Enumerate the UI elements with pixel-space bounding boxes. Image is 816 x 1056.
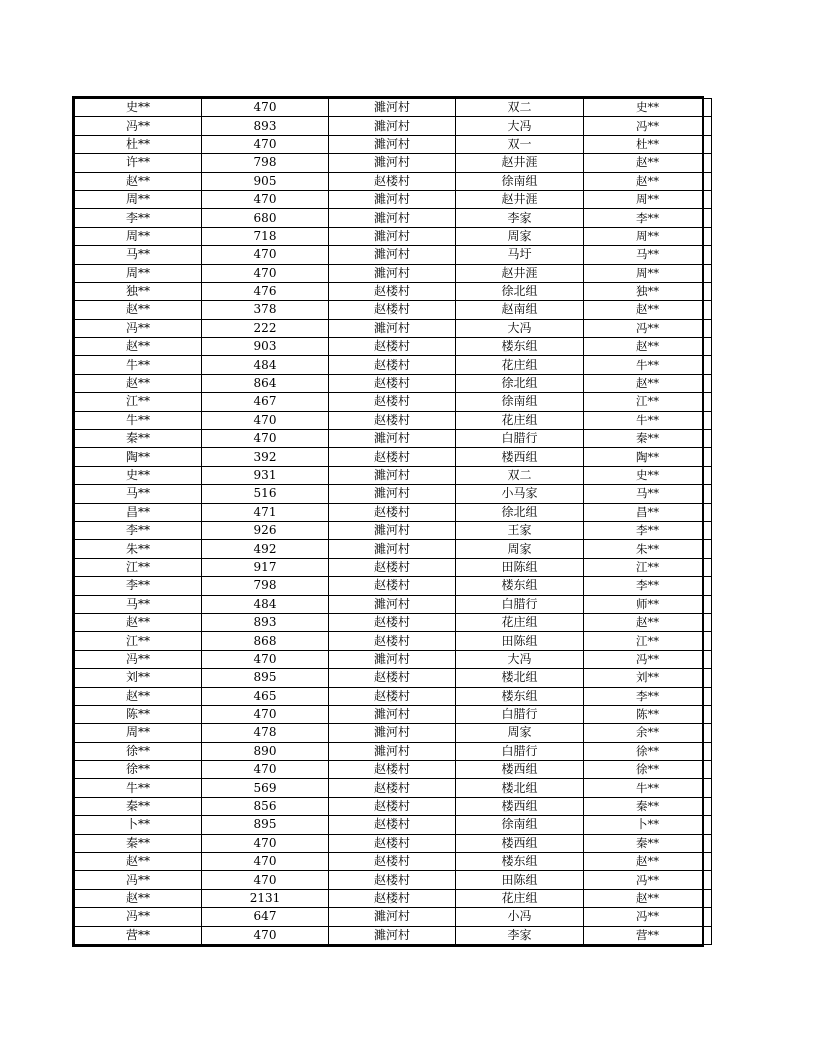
amount-cell: 856 (202, 797, 329, 815)
name-cell: 赵** (75, 853, 202, 871)
name-cell: 杜** (75, 135, 202, 153)
name-cell: 冯** (75, 908, 202, 926)
village-cell: 濉河村 (329, 227, 456, 245)
village-cell: 濉河村 (329, 724, 456, 742)
village-cell: 赵楼村 (329, 503, 456, 521)
group-cell: 徐北组 (456, 374, 584, 392)
table-row (75, 246, 712, 264)
table-row (75, 540, 712, 558)
table-row (75, 99, 712, 117)
name-cell: 周** (75, 227, 202, 245)
table-row (75, 595, 712, 613)
payee-cell: 秦** (584, 797, 712, 815)
table-row (75, 558, 712, 576)
payee-cell: 赵** (584, 154, 712, 172)
payee-cell: 徐** (584, 742, 712, 760)
amount-cell: 516 (202, 485, 329, 503)
group-cell: 周家 (456, 227, 584, 245)
table-row (75, 705, 712, 723)
village-cell: 赵楼村 (329, 632, 456, 650)
village-cell: 濉河村 (329, 485, 456, 503)
payee-cell: 周** (584, 227, 712, 245)
table-row (75, 190, 712, 208)
village-cell: 赵楼村 (329, 411, 456, 429)
village-cell: 赵楼村 (329, 816, 456, 834)
group-cell: 大冯 (456, 117, 584, 135)
village-cell: 赵楼村 (329, 853, 456, 871)
amount-cell: 470 (202, 926, 329, 944)
group-cell: 楼西组 (456, 448, 584, 466)
village-cell: 濉河村 (329, 190, 456, 208)
group-cell: 大冯 (456, 650, 584, 668)
payee-cell: 李** (584, 521, 712, 539)
group-cell: 楼北组 (456, 779, 584, 797)
table-row (75, 687, 712, 705)
name-cell: 赵** (75, 172, 202, 190)
payee-cell: 杜** (584, 135, 712, 153)
group-cell: 楼东组 (456, 338, 584, 356)
payee-cell: 赵** (584, 374, 712, 392)
group-cell: 楼西组 (456, 797, 584, 815)
table-row (75, 485, 712, 503)
amount-cell: 864 (202, 374, 329, 392)
group-cell: 楼西组 (456, 834, 584, 852)
village-cell: 赵楼村 (329, 374, 456, 392)
village-cell: 赵楼村 (329, 797, 456, 815)
group-cell: 白腊行 (456, 430, 584, 448)
payee-cell: 赵** (584, 172, 712, 190)
table-row (75, 871, 712, 889)
name-cell: 江** (75, 632, 202, 650)
table-row (75, 797, 712, 815)
table-row (75, 466, 712, 484)
payee-cell: 牛** (584, 411, 712, 429)
group-cell: 楼西组 (456, 761, 584, 779)
village-cell: 濉河村 (329, 99, 456, 117)
payee-cell: 朱** (584, 540, 712, 558)
table-body (75, 99, 712, 945)
amount-cell: 2131 (202, 889, 329, 907)
name-cell: 陈** (75, 705, 202, 723)
name-cell: 周** (75, 264, 202, 282)
payee-cell: 江** (584, 558, 712, 576)
name-cell: 江** (75, 393, 202, 411)
group-cell: 楼北组 (456, 669, 584, 687)
payee-cell: 赵** (584, 301, 712, 319)
group-cell: 徐南组 (456, 816, 584, 834)
amount-cell: 893 (202, 117, 329, 135)
group-cell: 花庄组 (456, 356, 584, 374)
table-row (75, 761, 712, 779)
group-cell: 小马家 (456, 485, 584, 503)
village-cell: 濉河村 (329, 264, 456, 282)
village-cell: 濉河村 (329, 319, 456, 337)
group-cell: 双一 (456, 135, 584, 153)
table-row (75, 338, 712, 356)
village-cell: 赵楼村 (329, 448, 456, 466)
amount-cell: 903 (202, 338, 329, 356)
village-cell: 濉河村 (329, 135, 456, 153)
group-cell: 赵井涯 (456, 264, 584, 282)
table-row (75, 135, 712, 153)
village-cell: 濉河村 (329, 246, 456, 264)
amount-cell: 470 (202, 650, 329, 668)
group-cell: 白腊行 (456, 595, 584, 613)
payee-cell: 卜** (584, 816, 712, 834)
group-cell: 赵南组 (456, 301, 584, 319)
name-cell: 陶** (75, 448, 202, 466)
payee-cell: 冯** (584, 117, 712, 135)
amount-cell: 222 (202, 319, 329, 337)
name-cell: 冯** (75, 319, 202, 337)
payee-cell: 陈** (584, 705, 712, 723)
amount-cell: 470 (202, 264, 329, 282)
table-row (75, 834, 712, 852)
amount-cell: 470 (202, 411, 329, 429)
table-row (75, 613, 712, 631)
payee-cell: 刘** (584, 669, 712, 687)
group-cell: 赵井涯 (456, 190, 584, 208)
name-cell: 赵** (75, 687, 202, 705)
village-cell: 濉河村 (329, 908, 456, 926)
name-cell: 牛** (75, 356, 202, 374)
payee-cell: 徐** (584, 761, 712, 779)
payee-cell: 营** (584, 926, 712, 944)
amount-cell: 392 (202, 448, 329, 466)
village-cell: 赵楼村 (329, 393, 456, 411)
table-row (75, 356, 712, 374)
table-row (75, 853, 712, 871)
name-cell: 赵** (75, 889, 202, 907)
village-cell: 濉河村 (329, 209, 456, 227)
payee-cell: 牛** (584, 779, 712, 797)
table-row (75, 650, 712, 668)
group-cell: 田陈组 (456, 871, 584, 889)
amount-cell: 478 (202, 724, 329, 742)
payee-cell: 陶** (584, 448, 712, 466)
amount-cell: 470 (202, 135, 329, 153)
group-cell: 周家 (456, 724, 584, 742)
village-cell: 赵楼村 (329, 577, 456, 595)
amount-cell: 680 (202, 209, 329, 227)
name-cell: 赵** (75, 374, 202, 392)
name-cell: 冯** (75, 871, 202, 889)
amount-cell: 905 (202, 172, 329, 190)
table-row (75, 577, 712, 595)
amount-cell: 470 (202, 853, 329, 871)
village-cell: 赵楼村 (329, 301, 456, 319)
table-row (75, 742, 712, 760)
payee-cell: 史** (584, 466, 712, 484)
name-cell: 牛** (75, 779, 202, 797)
amount-cell: 470 (202, 99, 329, 117)
table-row (75, 908, 712, 926)
amount-cell: 798 (202, 577, 329, 595)
group-cell: 楼东组 (456, 577, 584, 595)
amount-cell: 895 (202, 816, 329, 834)
group-cell: 李家 (456, 209, 584, 227)
amount-cell: 470 (202, 834, 329, 852)
table-row (75, 154, 712, 172)
table-row (75, 779, 712, 797)
amount-cell: 470 (202, 430, 329, 448)
payee-cell: 赵** (584, 613, 712, 631)
payee-cell: 秦** (584, 430, 712, 448)
payee-cell: 史** (584, 99, 712, 117)
group-cell: 李家 (456, 926, 584, 944)
group-cell: 徐南组 (456, 172, 584, 190)
village-cell: 赵楼村 (329, 834, 456, 852)
payee-cell: 冯** (584, 908, 712, 926)
table-row (75, 521, 712, 539)
village-cell: 濉河村 (329, 466, 456, 484)
name-cell: 史** (75, 99, 202, 117)
amount-cell: 868 (202, 632, 329, 650)
payee-cell: 周** (584, 264, 712, 282)
group-cell: 赵井涯 (456, 154, 584, 172)
payee-cell: 李** (584, 687, 712, 705)
amount-cell: 917 (202, 558, 329, 576)
payee-cell: 余** (584, 724, 712, 742)
table-row (75, 319, 712, 337)
group-cell: 大冯 (456, 319, 584, 337)
payee-cell: 冯** (584, 871, 712, 889)
village-cell: 赵楼村 (329, 761, 456, 779)
group-cell: 双二 (456, 466, 584, 484)
table-row (75, 393, 712, 411)
group-cell: 花庄组 (456, 889, 584, 907)
table-row (75, 264, 712, 282)
amount-cell: 484 (202, 595, 329, 613)
village-cell: 赵楼村 (329, 356, 456, 374)
table-row (75, 816, 712, 834)
group-cell: 白腊行 (456, 705, 584, 723)
amount-cell: 476 (202, 282, 329, 300)
table-row (75, 172, 712, 190)
village-cell: 濉河村 (329, 705, 456, 723)
table-row (75, 926, 712, 944)
village-cell: 赵楼村 (329, 282, 456, 300)
amount-cell: 569 (202, 779, 329, 797)
payee-cell: 冯** (584, 650, 712, 668)
payee-cell: 赵** (584, 889, 712, 907)
name-cell: 江** (75, 558, 202, 576)
payee-cell: 独** (584, 282, 712, 300)
group-cell: 田陈组 (456, 632, 584, 650)
amount-cell: 798 (202, 154, 329, 172)
table-row (75, 209, 712, 227)
amount-cell: 470 (202, 871, 329, 889)
group-cell: 周家 (456, 540, 584, 558)
group-cell: 徐北组 (456, 282, 584, 300)
amount-cell: 931 (202, 466, 329, 484)
name-cell: 刘** (75, 669, 202, 687)
group-cell: 田陈组 (456, 558, 584, 576)
village-cell: 赵楼村 (329, 338, 456, 356)
name-cell: 周** (75, 724, 202, 742)
name-cell: 赵** (75, 338, 202, 356)
village-cell: 濉河村 (329, 926, 456, 944)
name-cell: 冯** (75, 117, 202, 135)
name-cell: 马** (75, 485, 202, 503)
table-frame (72, 96, 704, 947)
village-cell: 赵楼村 (329, 669, 456, 687)
amount-cell: 647 (202, 908, 329, 926)
payee-cell: 昌** (584, 503, 712, 521)
group-cell: 楼东组 (456, 687, 584, 705)
name-cell: 周** (75, 190, 202, 208)
table-row (75, 117, 712, 135)
amount-cell: 471 (202, 503, 329, 521)
amount-cell: 484 (202, 356, 329, 374)
amount-cell: 926 (202, 521, 329, 539)
name-cell: 李** (75, 577, 202, 595)
table-row (75, 411, 712, 429)
payee-cell: 李** (584, 209, 712, 227)
village-cell: 濉河村 (329, 521, 456, 539)
payee-cell: 赵** (584, 853, 712, 871)
name-cell: 史** (75, 466, 202, 484)
name-cell: 独** (75, 282, 202, 300)
name-cell: 马** (75, 246, 202, 264)
payee-cell: 赵** (584, 338, 712, 356)
village-cell: 赵楼村 (329, 687, 456, 705)
name-cell: 许** (75, 154, 202, 172)
name-cell: 赵** (75, 301, 202, 319)
spreadsheet-page (72, 96, 704, 947)
village-cell: 濉河村 (329, 742, 456, 760)
name-cell: 马** (75, 595, 202, 613)
group-cell: 王家 (456, 521, 584, 539)
table-row (75, 669, 712, 687)
amount-cell: 465 (202, 687, 329, 705)
group-cell: 花庄组 (456, 411, 584, 429)
group-cell: 楼东组 (456, 853, 584, 871)
name-cell: 牛** (75, 411, 202, 429)
table-row (75, 632, 712, 650)
name-cell: 冯** (75, 650, 202, 668)
amount-cell: 470 (202, 190, 329, 208)
amount-cell: 492 (202, 540, 329, 558)
payee-cell: 师** (584, 595, 712, 613)
village-cell: 赵楼村 (329, 779, 456, 797)
name-cell: 营** (75, 926, 202, 944)
table-row (75, 448, 712, 466)
payee-cell: 秦** (584, 834, 712, 852)
payee-cell: 冯** (584, 319, 712, 337)
name-cell: 朱** (75, 540, 202, 558)
village-cell: 赵楼村 (329, 871, 456, 889)
village-cell: 赵楼村 (329, 172, 456, 190)
amount-cell: 470 (202, 705, 329, 723)
group-cell: 小冯 (456, 908, 584, 926)
village-cell: 赵楼村 (329, 558, 456, 576)
payee-cell: 周** (584, 190, 712, 208)
name-cell: 秦** (75, 834, 202, 852)
table-row (75, 282, 712, 300)
data-table (74, 98, 712, 945)
table-row (75, 724, 712, 742)
name-cell: 徐** (75, 742, 202, 760)
name-cell: 昌** (75, 503, 202, 521)
amount-cell: 718 (202, 227, 329, 245)
amount-cell: 895 (202, 669, 329, 687)
village-cell: 濉河村 (329, 117, 456, 135)
group-cell: 白腊行 (456, 742, 584, 760)
amount-cell: 378 (202, 301, 329, 319)
group-cell: 双二 (456, 99, 584, 117)
amount-cell: 470 (202, 246, 329, 264)
table-row (75, 430, 712, 448)
table-row (75, 301, 712, 319)
payee-cell: 李** (584, 577, 712, 595)
name-cell: 赵** (75, 613, 202, 631)
payee-cell: 江** (584, 632, 712, 650)
name-cell: 李** (75, 521, 202, 539)
table-row (75, 227, 712, 245)
amount-cell: 893 (202, 613, 329, 631)
payee-cell: 牛** (584, 356, 712, 374)
payee-cell: 马** (584, 246, 712, 264)
amount-cell: 890 (202, 742, 329, 760)
group-cell: 马圩 (456, 246, 584, 264)
name-cell: 李** (75, 209, 202, 227)
village-cell: 濉河村 (329, 595, 456, 613)
name-cell: 秦** (75, 797, 202, 815)
name-cell: 秦** (75, 430, 202, 448)
amount-cell: 467 (202, 393, 329, 411)
village-cell: 濉河村 (329, 540, 456, 558)
table-row (75, 889, 712, 907)
village-cell: 濉河村 (329, 154, 456, 172)
group-cell: 徐南组 (456, 393, 584, 411)
table-row (75, 374, 712, 392)
table-row (75, 503, 712, 521)
payee-cell: 马** (584, 485, 712, 503)
group-cell: 花庄组 (456, 613, 584, 631)
payee-cell: 江** (584, 393, 712, 411)
group-cell: 徐北组 (456, 503, 584, 521)
village-cell: 濉河村 (329, 650, 456, 668)
village-cell: 赵楼村 (329, 613, 456, 631)
name-cell: 徐** (75, 761, 202, 779)
village-cell: 濉河村 (329, 430, 456, 448)
village-cell: 赵楼村 (329, 889, 456, 907)
name-cell: 卜** (75, 816, 202, 834)
amount-cell: 470 (202, 761, 329, 779)
